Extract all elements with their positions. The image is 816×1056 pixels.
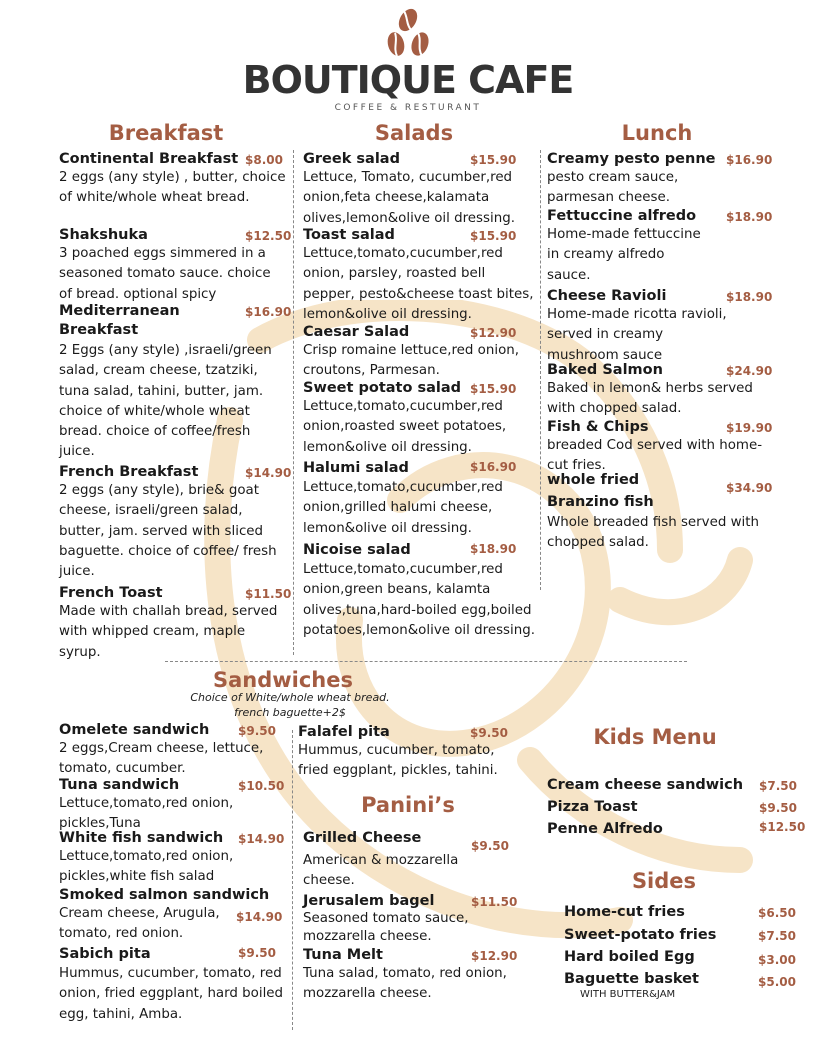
item-name: Falafel pita	[298, 724, 390, 740]
item-name: Mediterranean	[59, 303, 180, 319]
item-price: $15.90	[470, 153, 517, 167]
item-description: Hummus, cucumber, tomato, red onion, fried eggplant, hard boiled egg, tahini, Amba.	[59, 966, 284, 1022]
item-price: $15.90	[470, 382, 517, 396]
item-price: $12.50	[759, 820, 806, 834]
item-name: French Toast	[59, 585, 163, 601]
item-name: Sweet-potato fries	[564, 927, 717, 943]
item-description: Home-made ricotta ravioli, served in creamy mushroom sauce	[547, 307, 727, 363]
menu-item	[547, 151, 772, 208]
menu-item	[59, 464, 292, 585]
item-name: Caesar Salad	[303, 324, 410, 340]
item-price: $5.00	[758, 975, 796, 989]
item-price: $14.90	[236, 910, 283, 924]
item-name-cont: Breakfast	[59, 322, 139, 338]
item-name: Home-cut fries	[564, 904, 685, 920]
item-description: Baked in lemon& herbs served with chopped salad.	[547, 381, 753, 417]
kids-item	[547, 777, 807, 797]
item-price: $9.50	[238, 724, 276, 738]
item-description: Crisp romaine lettuce,red onion, croutons, Parmesan.	[303, 343, 520, 379]
item-name: Grilled Cheese	[303, 830, 422, 846]
item-price: $14.90	[245, 466, 292, 480]
item-name: Smoked salmon sandwich	[59, 887, 270, 903]
breakfast-title: Breakfast	[108, 121, 224, 145]
item-name: Cheese Ravioli	[547, 288, 667, 304]
item-name: Halumi salad	[303, 460, 409, 476]
item-price: $9.50	[759, 801, 797, 815]
item-name: Baguette basket	[564, 971, 699, 987]
sides-title: Sides	[631, 869, 697, 893]
item-name: Sweet potato salad	[303, 380, 462, 396]
item-description: pesto cream sauce, parmesan cheese.	[547, 170, 679, 206]
side-item	[564, 927, 804, 947]
item-description: 2 eggs (any style) , butter, choice of white/whole wheat bread.	[59, 170, 286, 206]
item-description: 2 eggs,Cream cheese, lettuce, tomato, cucumber.	[59, 741, 264, 777]
item-name: Sabich pita	[59, 946, 151, 962]
paninis-list	[303, 830, 528, 1005]
item-name: Jerusalem bagel	[303, 893, 435, 909]
item-description: Lettuce, Tomato, cucumber,red onion,feta cheese,kalamata olives,lemon&olive oil dressing.	[303, 170, 515, 226]
column-divider	[292, 730, 293, 1030]
column-divider	[293, 150, 294, 655]
menu-item	[303, 151, 535, 227]
menu-item	[547, 208, 772, 288]
item-price: $3.00	[758, 953, 796, 967]
item-name: Nicoise salad	[303, 542, 411, 558]
side-item	[564, 904, 804, 924]
menu-item	[303, 540, 535, 641]
menu-item	[59, 722, 287, 777]
sandwiches-title: Sandwiches	[212, 668, 354, 692]
item-price: $15.90	[470, 229, 517, 243]
item-name: Greek salad	[303, 151, 400, 167]
menu-item	[303, 324, 535, 380]
item-name: Penne Alfredo	[547, 821, 663, 837]
kids-menu-title: Kids Menu	[593, 725, 717, 749]
paninis-title: Panini’s	[361, 793, 455, 817]
brand-name: BOUTIQUE CAFE	[242, 58, 574, 102]
coffee-beans-logo-icon	[378, 6, 438, 66]
item-name: whole fried	[547, 472, 640, 488]
item-price: $9.50	[471, 839, 509, 853]
item-name: Creamy pesto penne	[547, 151, 716, 167]
item-description: Lettuce,tomato,red onion, pickles,Tuna	[59, 796, 234, 832]
item-name: Fish & Chips	[547, 419, 649, 435]
item-price: $16.90	[245, 305, 292, 319]
item-description: breaded Cod served with home-cut fries.	[547, 438, 763, 474]
menu-item	[59, 303, 292, 464]
item-price: $12.90	[470, 326, 517, 340]
item-name: Omelete sandwich	[59, 722, 210, 738]
item-description: American & mozzarella cheese.	[303, 853, 459, 889]
item-price: $7.50	[759, 779, 797, 793]
menu-item	[59, 944, 287, 1025]
item-price: $14.90	[238, 832, 285, 846]
menu-item	[59, 830, 287, 887]
item-price: $11.50	[471, 895, 518, 909]
item-description: Home-made fettuccine in creamy alfredo sauce.	[547, 227, 701, 283]
side-item-note: WITH BUTTER&JAM	[580, 989, 676, 1000]
menu-item	[59, 151, 287, 227]
item-name: Baked Salmon	[547, 362, 663, 378]
sandwiches-list	[59, 722, 287, 1025]
item-name: Hard boiled Egg	[564, 949, 695, 965]
menu-item	[547, 419, 772, 472]
menu-item	[59, 585, 292, 663]
salads-list	[303, 151, 535, 641]
item-price: $18.90	[470, 542, 517, 556]
item-description: Lettuce,tomato,red onion, pickles,white fish salad	[59, 849, 234, 885]
item-description: Cream cheese, Arugula, tomato, red onion.	[59, 906, 220, 942]
item-price: $6.50	[758, 906, 796, 920]
item-price: $11.50	[245, 587, 292, 601]
item-description: Whole breaded fish served with chopped salad.	[547, 515, 759, 551]
item-name: Pizza Toast	[547, 799, 638, 815]
item-name: Toast salad	[303, 227, 395, 243]
menu-item	[303, 893, 528, 947]
menu-item	[303, 830, 528, 893]
item-name: French Breakfast	[59, 464, 199, 480]
breakfast-list	[59, 151, 292, 663]
item-name: Tuna sandwich	[59, 777, 180, 793]
column-divider	[540, 150, 541, 590]
item-price: $9.50	[238, 946, 276, 960]
menu-item	[303, 380, 535, 458]
item-description: Seasoned tomato sauce, mozzarella cheese.	[303, 911, 469, 944]
menu-item	[547, 472, 772, 554]
kids-item	[547, 821, 807, 841]
kids-item	[547, 799, 807, 819]
pita-list	[298, 724, 526, 782]
item-price: $19.90	[726, 421, 773, 435]
item-description: 2 Eggs (any style) ,israeli/green salad, cream cheese, tzatziki, tuna salad, tahini, butter, jam. choice of white/whole wheat bread. choice of coffee/fresh juice.	[59, 343, 272, 460]
salads-title: Salads	[374, 121, 454, 145]
menu-item	[59, 227, 292, 303]
item-description: Made with challah bread, served with whipped cream, maple syrup.	[59, 604, 278, 660]
item-price: $18.90	[726, 210, 773, 224]
item-name: White fish sandwich	[59, 830, 224, 846]
item-name: Shakshuka	[59, 227, 148, 243]
menu-item	[59, 887, 287, 944]
menu-item	[303, 227, 535, 324]
side-item	[564, 971, 804, 991]
item-description: Lettuce,tomato,cucumber,red onion, parsley, roasted bell pepper, pesto&cheese toast bites, lemon&olive oil dressing.	[303, 246, 534, 322]
item-price: $12.90	[471, 949, 518, 963]
lunch-title: Lunch	[621, 121, 693, 145]
menu-item	[298, 724, 526, 782]
sandwiches-note: Choice of White/whole wheat bread. french baguette+2$	[190, 691, 390, 719]
item-description: Lettuce,tomato,cucumber,red onion,roasted sweet potatoes, lemon&olive oil dressing.	[303, 399, 507, 455]
item-description: Tuna salad, tomato, red onion, mozzarella cheese.	[303, 966, 507, 1002]
item-price: $10.50	[238, 779, 285, 793]
item-description: Lettuce,tomato,cucumber,red onion,green beans, kalamta olives,tuna,hard-boiled egg,boiled potatoes,lemon&olive oil dressing.	[303, 562, 535, 638]
lunch-list	[547, 151, 772, 554]
menu-item	[59, 777, 287, 830]
item-price: $12.50	[245, 229, 292, 243]
item-name: Cream cheese sandwich	[547, 777, 744, 793]
item-price: $16.90	[726, 153, 773, 167]
item-name: Continental Breakfast	[59, 151, 239, 167]
brand-tagline: COFFEE & RESTURANT	[334, 103, 482, 113]
menu-item	[303, 458, 535, 540]
item-description: Hummus, cucumber, tomato, fried eggplant, pickles, tahini.	[298, 743, 498, 779]
item-price: $18.90	[726, 290, 773, 304]
item-price: $24.90	[726, 364, 773, 378]
item-price: $34.90	[726, 481, 773, 495]
item-price: $9.50	[470, 726, 508, 740]
item-price: $7.50	[758, 929, 796, 943]
side-item	[564, 949, 804, 969]
item-name-cont: Branzino fish	[547, 494, 654, 510]
item-description: Lettuce,tomato,cucumber,red onion,grilled halumi cheese, lemon&olive oil dressing.	[303, 480, 503, 536]
item-name: Tuna Melt	[303, 947, 383, 963]
item-name: Fettuccine alfredo	[547, 208, 697, 224]
item-description: 2 eggs (any style), brie& goat cheese, israeli/green salad, butter, jam. served with sliced baguette. choice of coffee/ fresh juice.	[59, 483, 277, 580]
menu-item	[547, 288, 772, 362]
menu-item	[303, 947, 528, 1005]
item-price: $8.00	[245, 153, 283, 167]
item-description: 3 poached eggs simmered in a seasoned tomato sauce. choice of bread. optional spicy	[59, 246, 271, 302]
item-price: $16.90	[470, 460, 517, 474]
menu-item	[547, 362, 772, 419]
